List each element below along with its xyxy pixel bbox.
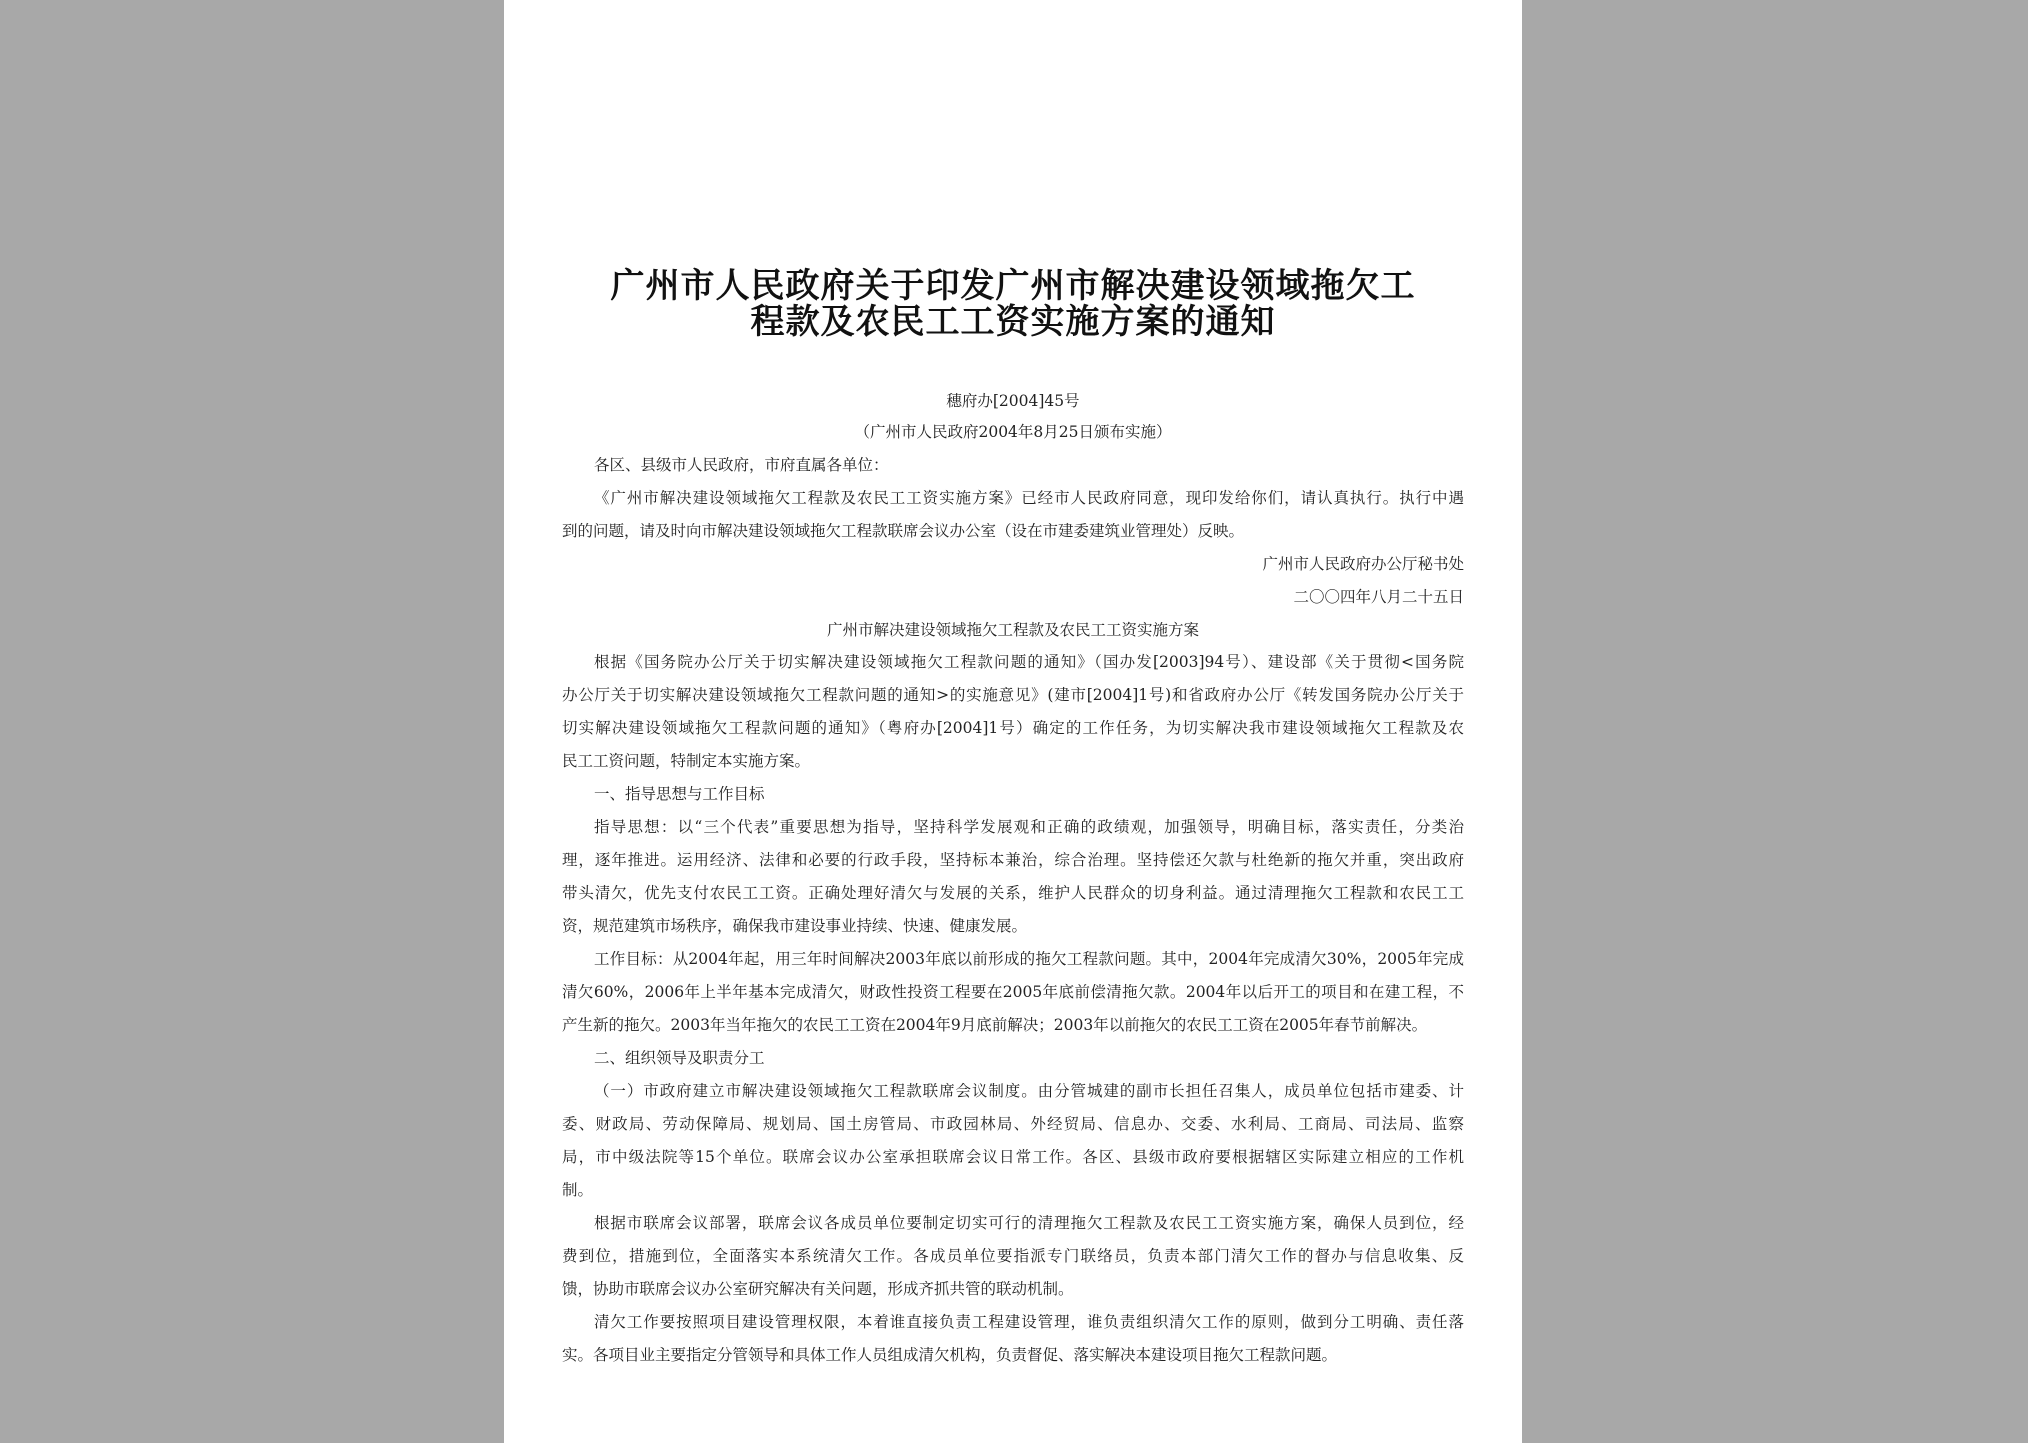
paragraph-line: 带头清欠，优先支付农民工工资。正确处理好清欠与发展的关系，维护人民群众的切身利益。通过清理拖欠工程款和农民工工	[562, 884, 1464, 902]
paragraph-line: 根据市联席会议部署，联席会议各成员单位要制定切实可行的清理拖欠工程款及农民工工资实施方案，确保人员到位，经	[594, 1214, 1464, 1232]
paragraph-line: 理，逐年推进。运用经济、法律和必要的行政手段，坚持标本兼治，综合治理。坚持偿还欠款与杜绝新的拖欠并重，突出政府	[562, 851, 1464, 869]
document-title-line-2: 程款及农民工工资实施方案的通知	[750, 302, 1276, 342]
paragraph-line: 根据《国务院办公厅关于切实解决建设领域拖欠工程款问题的通知》（国办发[2003]94号）、建设部《关于贯彻<国务院	[594, 653, 1464, 671]
salutation: 各区、县级市人民政府，市府直属各单位：	[594, 456, 889, 474]
plan-title: 广州市解决建设领域拖欠工程款及农民工工资实施方案	[826, 621, 1199, 639]
section-heading: 一、指导思想与工作目标	[594, 785, 765, 803]
paragraph-line: 指导思想：以“三个代表”重要思想为指导，坚持科学发展观和正确的政绩观，加强领导，明确目标，落实责任，分类治	[594, 818, 1464, 836]
intro-line: 《广州市解决建设领域拖欠工程款及农民工工资实施方案》已经市人民政府同意，现印发给你们，请认真执行。执行中遇	[594, 489, 1464, 507]
paragraph-line: 清欠60%，2006年上半年基本完成清欠，财政性投资工程要在2005年底前偿清拖欠款。2004年以后开工的项目和在建工程，不	[562, 983, 1464, 1001]
intro-line: 到的问题，请及时向市解决建设领域拖欠工程款联席会议办公室（设在市建委建筑业管理处）反映。	[562, 522, 1245, 540]
paragraph-line: 民工工资问题，特制定本实施方案。	[562, 752, 811, 770]
paragraph-line: 实。各项目业主要指定分管领导和具体工作人员组成清欠机构，负责督促、落实解决本建设项目拖欠工程款问题。	[562, 1346, 1338, 1364]
paragraph-line: 费到位，措施到位，全面落实本系统清欠工作。各成员单位要指派专门联络员，负责本部门清欠工作的督办与信息收集、反	[562, 1247, 1464, 1265]
signature-date: 二〇〇四年八月二十五日	[1293, 588, 1464, 606]
issue-note: （广州市人民政府2004年8月25日颁布实施）	[854, 423, 1172, 441]
signature-office: 广州市人民政府办公厅秘书处	[1262, 555, 1464, 573]
document-title-line-1: 广州市人民政府关于印发广州市解决建设领域拖欠工	[610, 266, 1416, 306]
paragraph-line: （一）市政府建立市解决建设领域拖欠工程款联席会议制度。由分管城建的副市长担任召集人，成员单位包括市建委、计	[594, 1082, 1464, 1100]
document-page	[504, 0, 1522, 1443]
paragraph-line: 资，规范建筑市场秩序，确保我市建设事业持续、快速、健康发展。	[562, 917, 1028, 935]
paragraph-line: 馈，协助市联席会议办公室研究解决有关问题，形成齐抓共管的联动机制。	[562, 1280, 1074, 1298]
document-number: 穗府办[2004]45号	[946, 392, 1080, 410]
paragraph-line: 制。	[562, 1181, 594, 1199]
paragraph-line: 办公厅关于切实解决建设领域拖欠工程款问题的通知>的实施意见》(建市[2004]1号)和省政府办公厅《转发国务院办公厅关于	[562, 686, 1464, 704]
paragraph-line: 产生新的拖欠。2003年当年拖欠的农民工工资在2004年9月底前解决；2003年以前拖欠的农民工工资在2005年春节前解决。	[562, 1016, 1428, 1034]
paragraph-line: 工作目标：从2004年起，用三年时间解决2003年底以前形成的拖欠工程款问题。其中，2004年完成清欠30%，2005年完成	[594, 950, 1464, 968]
paragraph-line: 委、财政局、劳动保障局、规划局、国土房管局、市政园林局、外经贸局、信息办、交委、水利局、工商局、司法局、监察	[562, 1115, 1464, 1133]
section-heading: 二、组织领导及职责分工	[594, 1049, 765, 1067]
paragraph-line: 切实解决建设领域拖欠工程款问题的通知》（粤府办[2004]1号）确定的工作任务，为切实解决我市建设领域拖欠工程款及农	[562, 719, 1464, 737]
paragraph-line: 清欠工作要按照项目建设管理权限，本着谁直接负责工程建设管理，谁负责组织清欠工作的原则，做到分工明确、责任落	[594, 1313, 1464, 1331]
paragraph-line: 局，市中级法院等15个单位。联席会议办公室承担联席会议日常工作。各区、县级市政府要根据辖区实际建立相应的工作机	[562, 1148, 1464, 1166]
